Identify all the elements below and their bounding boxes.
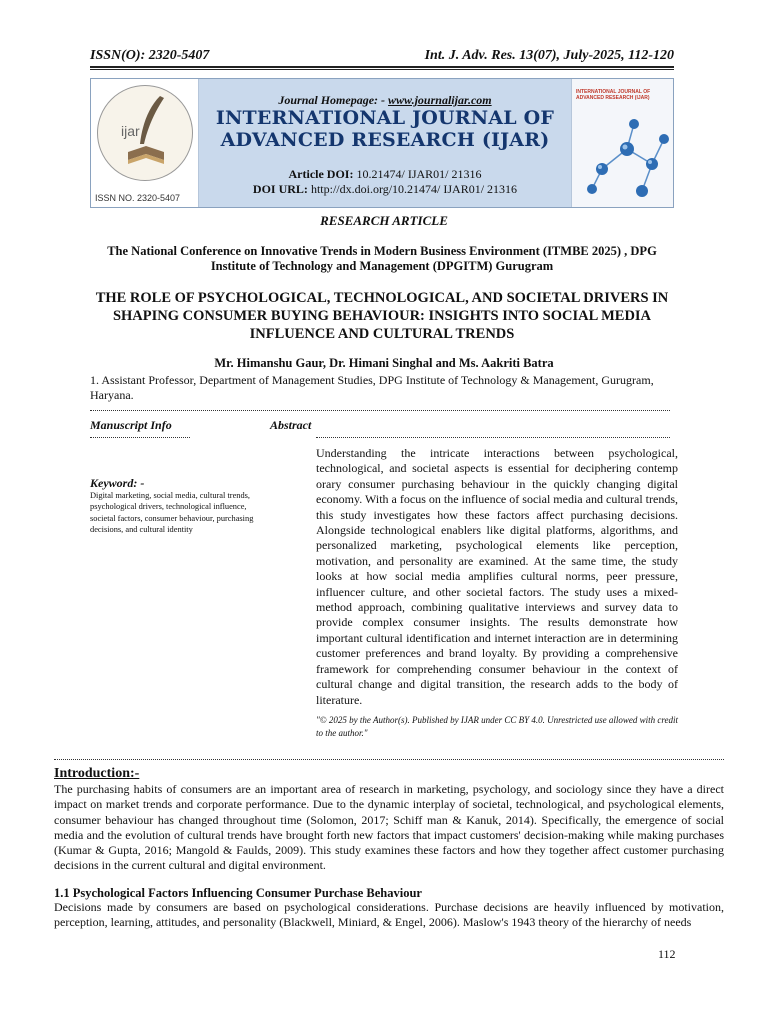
section-1-1-heading: 1.1 Psychological Factors Influencing Consumer Purchase Behaviour xyxy=(54,886,422,900)
conference-name: The National Conference on Innovative Trends in Modern Business Environment (ITMBE 2025) , DPG Institute of Technology and Management (DPGITM) Gurugram xyxy=(107,244,657,273)
doi-url-label: DOI URL: xyxy=(252,182,308,196)
article-type: RESEARCH ARTICLE xyxy=(320,213,448,228)
journal-logo xyxy=(91,79,199,208)
header-rule xyxy=(90,66,674,70)
doi-url-link[interactable]: http://dx.doi.org/10.21474/ IJAR01/ 21316 xyxy=(310,182,518,196)
affiliation: 1. Assistant Professor, Department of Management Studies, DPG Institute of Technology & Management, Gurugram, Haryana. xyxy=(90,373,654,402)
journal-cover-image xyxy=(571,79,674,208)
journal-title-line1: INTERNATIONAL JOURNAL OF xyxy=(215,107,555,129)
separator-bottom xyxy=(54,752,724,760)
journal-banner xyxy=(90,78,674,208)
abstract-text: Understanding the intricate interactions between psychological, technological, and societal aspects is essential for deciphering contemp orary consumer purchasing behaviour in the quickly changing digital economy. With a focus on the influence of social media and cultural trends, this study investigates how these factors affect purchasing decisions. Alongside technological enablers like digital platforms, algorithms, and personalized marketing, psychological elements like perception, motivation, and personality are examined. At the same time, the study looks at how social media amplifies cultural norms, peer pressure, influencer culture, and other societal factors. The study uses a mixed-method approach, combining qualitative interviews and survey data to provide complex consumer insights. The results demonstrate how important cultural identification and internet interaction are in determining customer preferences and brand loyalty. By providing a comprehensive framework for comprehending consumer behaviour in the context of cultural change and digital transition, the research adds to the body of literature. xyxy=(316,446,678,707)
journal-title-line2: ADVANCED RESEARCH (IJAR) xyxy=(220,129,550,151)
introduction-heading-text: Introduction xyxy=(54,766,130,781)
cover-title: INTERNATIONAL JOURNAL OF ADVANCED RESEARCH (IJAR) xyxy=(576,89,651,101)
separator-top xyxy=(90,403,670,411)
abstract-label: Abstract xyxy=(270,418,312,432)
homepage-label: Journal Homepage: - xyxy=(278,93,386,107)
article-doi xyxy=(199,167,571,182)
separator-abstract xyxy=(316,430,670,438)
keyword-label: Keyword: - xyxy=(90,476,145,490)
banner-center xyxy=(199,79,571,208)
logo-emblem xyxy=(97,85,193,181)
authors: Mr. Himanshu Gaur, Dr. Himani Singhal and Ms. Aakriti Batra xyxy=(214,356,554,370)
journal-homepage xyxy=(199,93,571,108)
journal-title xyxy=(199,107,571,151)
keyword-list: Digital marketing, social media, cultural trends, psychological drivers, technological influence, societal factors, consumer behaviour, purchasing decisions, and cultural identity xyxy=(90,491,254,535)
introduction-heading-suffix: :- xyxy=(129,766,140,781)
quill-book-icon xyxy=(98,86,194,182)
section-1-1-text: Decisions made by consumers are based on psychological considerations. Purchase decisions are heavily influenced by motivation, perception, learning, attitudes, and personality (Blackwell, Miniard, & Engel, 2006). Maslow's 1943 theory of the hierarchy of needs xyxy=(54,900,724,930)
homepage-link[interactable]: www.journalijar.com xyxy=(388,93,492,107)
copyright-notice: "© 2025 by the Author(s). Published by IJAR under CC BY 4.0. Unrestricted use allowed with credit to the author." xyxy=(316,715,678,738)
doi-value: 10.21474/ IJAR01/ 21316 xyxy=(356,167,482,181)
logo-issn: ISSN NO. 2320-5407 xyxy=(95,193,181,203)
introduction-text: The purchasing habits of consumers are an important area of research in marketing, psychology, and sociology since they have a direct impact on market trends and corporate performance. Due to the dynamic interplay of societal, technological, and psychological elements, consumer behaviour has changed throughout time (Solomon, 2017; Schiff man & Kanuk, 2014). Specifically, the emergence of social media and the evolution of cultural trends have brought forth new factors that impact customers' decision-making while making purchases (Kumar & Gupta, 2016; Mangold & Faulds, 2009). This study examines these factors and how they together affect customer purchasing decisions in the current cultural and digital environment. xyxy=(54,782,724,873)
page-number: 112 xyxy=(658,947,676,961)
issn-text: ISSN(O): 2320-5407 xyxy=(90,48,210,63)
doi-url xyxy=(199,182,571,197)
molecule-icon xyxy=(572,79,674,208)
logo-text: ijar xyxy=(121,123,140,139)
citation-text: Int. J. Adv. Res. 13(07), July-2025, 112-120 xyxy=(424,48,674,63)
introduction-heading xyxy=(54,766,139,782)
manuscript-info-label: Manuscript Info xyxy=(90,418,172,432)
separator-manuscript xyxy=(90,430,190,438)
paper-title: THE ROLE OF PSYCHOLOGICAL, TECHNOLOGICAL, AND SOCIETAL DRIVERS IN SHAPING CONSUMER BUYING BEHAVIOUR: INSIGHTS INTO SOCIAL MEDIA INFLUENCE AND CULTURAL TRENDS xyxy=(95,290,669,342)
doi-label: Article DOI: xyxy=(288,167,354,181)
